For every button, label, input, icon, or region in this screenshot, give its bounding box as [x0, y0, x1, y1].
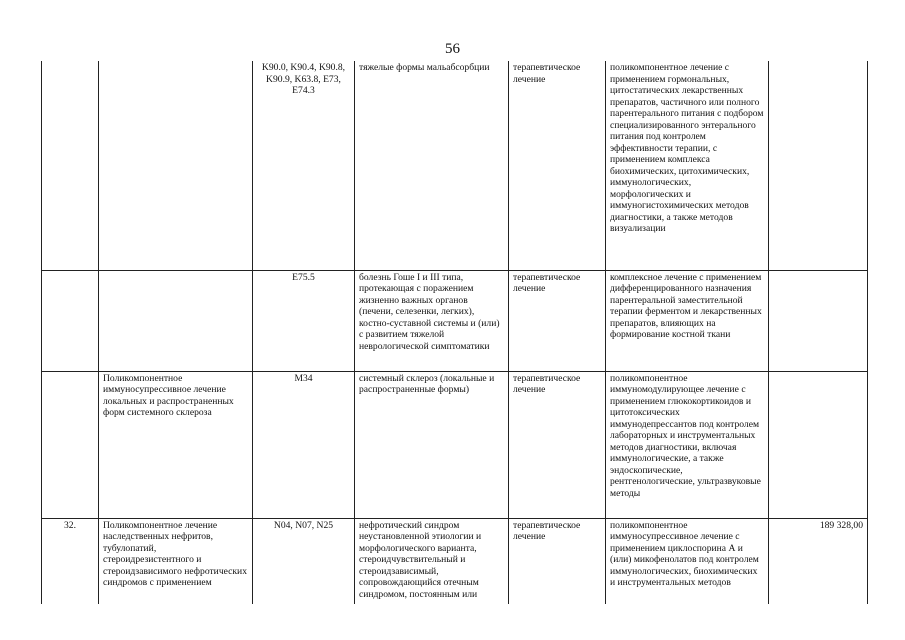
care-name-cell: [99, 61, 253, 270]
row-number-cell: [42, 371, 99, 518]
icd-codes-cell: E75.5: [253, 270, 355, 371]
page-number: 56: [445, 41, 460, 57]
row-number-cell: [42, 61, 99, 270]
treatment-method-cell: поликомпонентное иммуномодулирующее лечение с применением глюкокортикоидов и цитотоксических иммунодепрессантов под контролем лабораторных и инструментальных методов диагностики, включая иммунологические, а также эндоскопические, рентгенологические, ультразвуковые методы: [606, 371, 769, 518]
price-cell: [769, 270, 868, 371]
price-cell: 189 328,00: [769, 518, 868, 604]
care-name-cell: [99, 270, 253, 371]
patient-model-cell: нефротический синдром неустановленной этиологии и морфологического варианта, стероидчувствительный и стероидзависимый, сопровождающийся отечным синдромом, постоянным или: [355, 518, 509, 604]
row-number-cell: [42, 270, 99, 371]
price-cell: [769, 371, 868, 518]
treatment-type-cell: терапевтическое лечение: [509, 518, 606, 604]
icd-codes-cell: K90.0, K90.4, K90.8, K90.9, K63.8, E73, E74.3: [253, 61, 355, 270]
care-name-cell: Поликомпонентное иммуносупрессивное лечение локальных и распространенных форм системного склероза: [99, 371, 253, 518]
treatment-method-cell: поликомпонентное иммуносупрессивное лечение с применением циклоспорина А и (или) микофенолатов под контролем иммунологических, биохимических и инструментальных методов: [606, 518, 769, 604]
treatment-method-cell: комплексное лечение с применением дифференцированного назначения парентеральной заместительной терапии ферментом и лекарственных препаратов, влияющих на формирование костной ткани: [606, 270, 769, 371]
table-row: [42, 61, 868, 270]
table-row: [42, 270, 868, 371]
icd-codes-cell: M34: [253, 371, 355, 518]
patient-model-cell: болезнь Гоше I и III типа, протекающая с поражением жизненно важных органов (печени, селезенки, легких), костно-суставной системы и (или) с развитием тяжелой неврологической симптоматики: [355, 270, 509, 371]
medical-care-table: [41, 61, 868, 604]
price-cell: [769, 61, 868, 270]
patient-model-cell: тяжелые формы мальабсорбции: [355, 61, 509, 270]
row-number-cell: 32.: [42, 518, 99, 604]
treatment-method-cell: поликомпонентное лечение с применением гормональных, цитостатических лекарственных препаратов, частичного или полного парентерального питания с подбором специализированного энтерального питания под контролем эффективности терапии, с применением комплекса биохимических, цитохимических, иммунологических, морфологических и иммуногистохимических методов диагностики, а также методов визуализации: [606, 61, 769, 270]
icd-codes-cell: N04, N07, N25: [253, 518, 355, 604]
treatment-type-cell: терапевтическое лечение: [509, 61, 606, 270]
treatment-type-cell: терапевтическое лечение: [509, 371, 606, 518]
table-row: [42, 518, 868, 604]
patient-model-cell: системный склероз (локальные и распространенные формы): [355, 371, 509, 518]
care-name-cell: Поликомпонентное лечение наследственных нефритов, тубулопатий, стероидрезистентного и стероидзависимого нефротических синдромов с применением: [99, 518, 253, 604]
treatment-type-cell: терапевтическое лечение: [509, 270, 606, 371]
table-row: [42, 371, 868, 518]
